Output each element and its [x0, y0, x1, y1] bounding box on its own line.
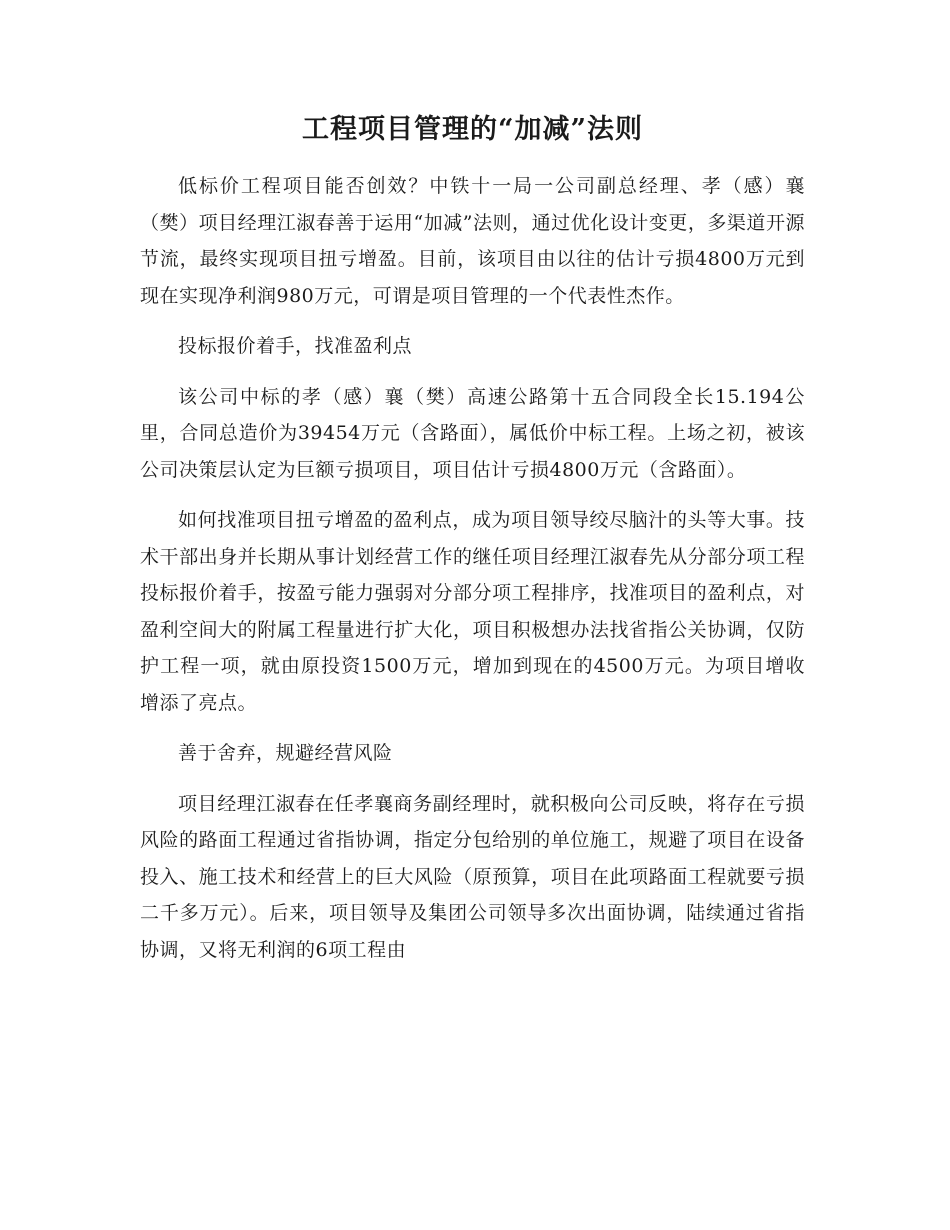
paragraph-profit-point: 如何找准项目扭亏增盈的盈利点，成为项目领导绞尽脑汁的头等大事。技术干部出身并长期从事计划经营工作的继任项目经理江淑春先从分部分项工程投标报价着手，按盈亏能力强弱对分部分项工程排序，找准项目的盈利点，对盈利空间大的附属工程量进行扩大化，项目积极想办法找省指公关协调，仅防护工程一项，就由原投资1500万元，增加到现在的4500万元。为项目增收增添了亮点。: [140, 509, 805, 714]
section-heading-bidding: 投标报价着手，找准盈利点: [178, 335, 413, 357]
paragraph-intro: 低标价工程项目能否创效？中铁十一局一公司副总经理、孝（感）襄（樊）项目经理江淑春善于运用“加减”法则，通过优化设计变更，多渠道开源节流，最终实现项目扭亏增盈。目前，该项目由以往的估计亏损4800万元到现在实现净利润980万元，可谓是项目管理的一个代表性杰作。: [140, 175, 805, 307]
document-page: [140, 108, 805, 982]
paragraph-risk: 项目经理江淑春在任孝襄商务副经理时，就积极向公司反映，将存在亏损风险的路面工程通过省指协调，指定分包给别的单位施工，规避了项目在设备投入、施工技术和经营上的巨大风险（原预算，项目在此项路面工程就要亏损二千多万元）。后来，项目领导及集团公司领导多次出面协调，陆续通过省指协调，又将无利润的6项工程由: [140, 792, 805, 961]
paragraph-contract: 该公司中标的孝（感）襄（樊）高速公路第十五合同段全长15.194公里，合同总造价为39454万元（含路面），属低价中标工程。上场之初，被该公司决策层认定为巨额亏损项目，项目估计亏损4800万元（含路面）。: [140, 385, 805, 481]
document-title: 工程项目管理的“加减”法则: [301, 114, 644, 145]
section-heading-risk: 善于舍弃，规避经营风险: [178, 742, 393, 764]
